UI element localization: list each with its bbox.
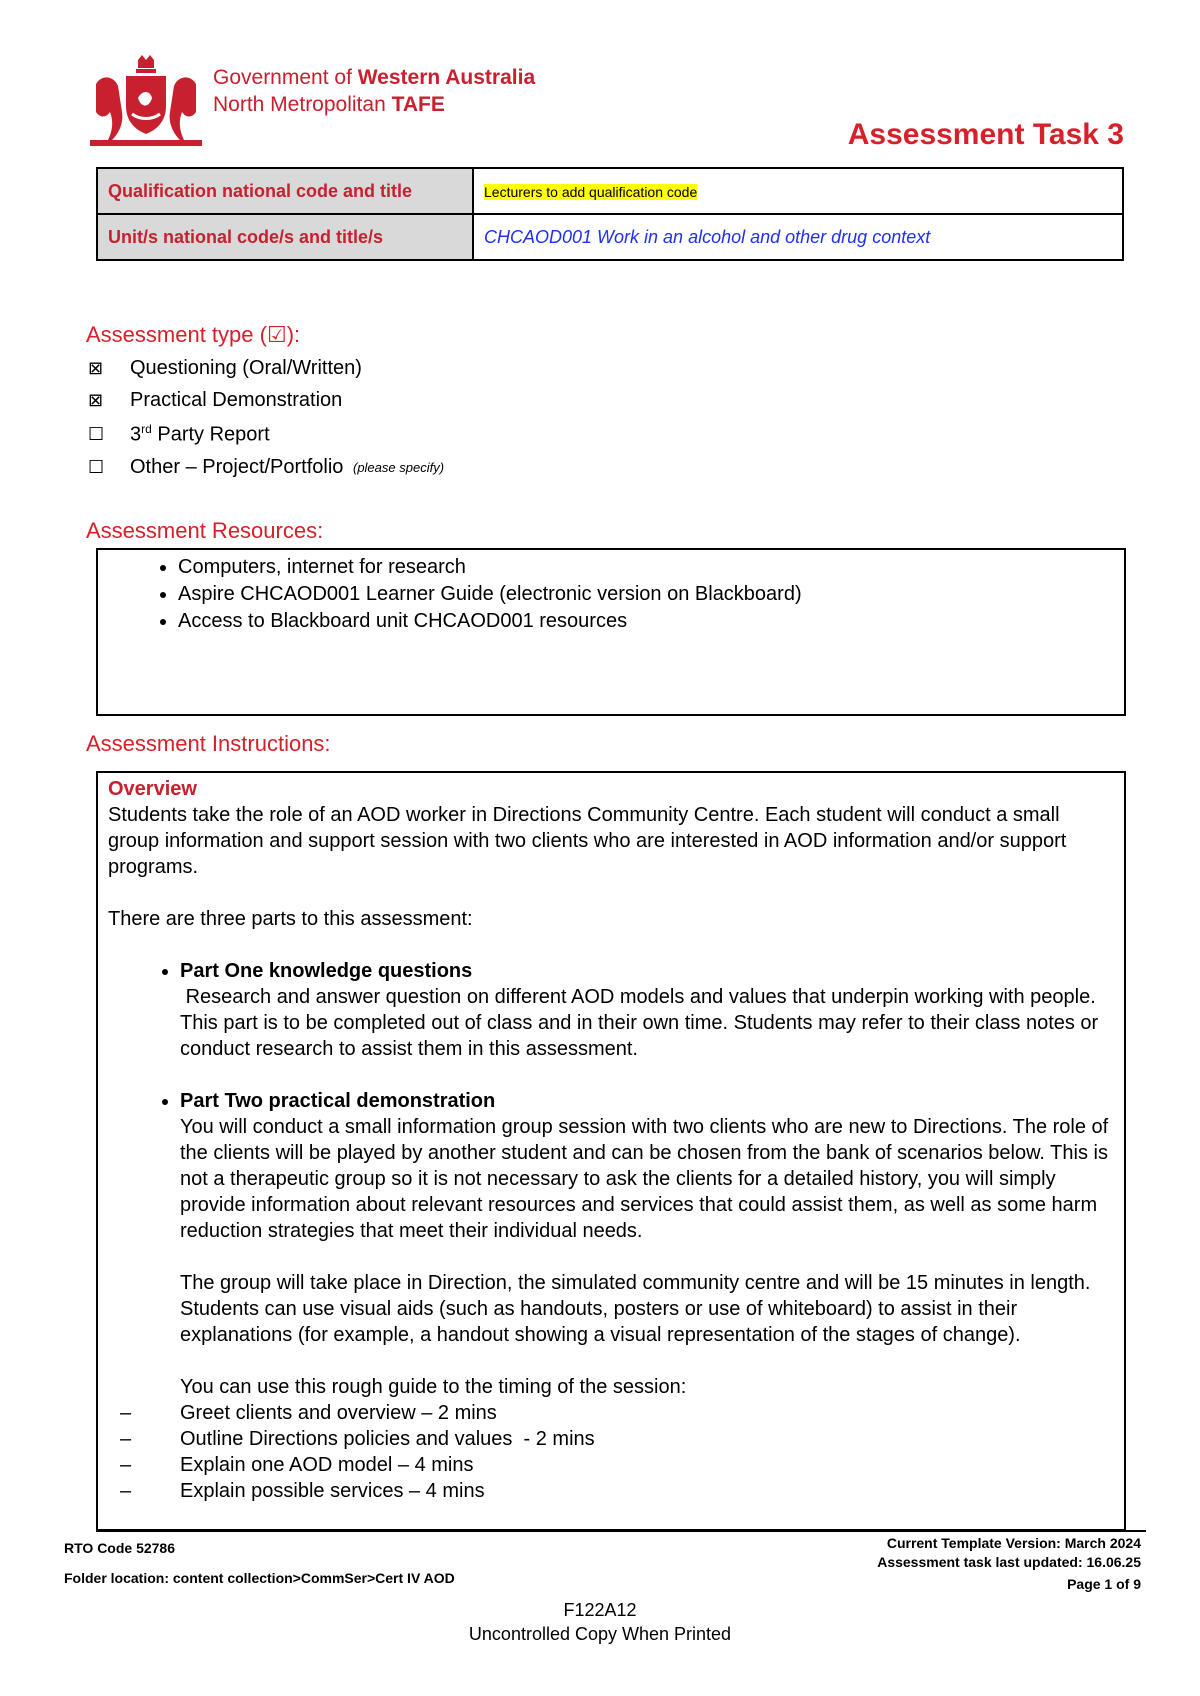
assessment-type-label: Other – Project/Portfolio xyxy=(130,456,349,478)
footer-divider xyxy=(96,1530,1146,1532)
qualification-label: Qualification national code and title xyxy=(97,168,473,214)
list-item: – Explain one AOD model – 4 mins xyxy=(120,1454,474,1476)
part-two-text: You can use this rough guide to the timing of the session: xyxy=(180,1376,687,1398)
checked-box-icon: ☑ xyxy=(266,322,287,347)
qualification-table xyxy=(96,167,1124,261)
part-two-text: The group will take place in Direction, the simulated community centre and will be 15 minutes in length. Students can use visual aids (such as handouts, posters or use of whiteboard) to assist in their explanations (for example, a handout showing a visual representation of the stages of change). xyxy=(180,1272,1091,1346)
overview-heading: Overview xyxy=(108,778,197,800)
table-row xyxy=(97,214,1123,260)
assessment-type-item xyxy=(88,422,270,447)
assessment-type-label: 3rd Party Report xyxy=(130,422,270,446)
assessment-type-note: (please specify) xyxy=(352,460,445,475)
resources-heading: Assessment Resources: xyxy=(86,518,324,543)
list-item: • Computers, internet for research xyxy=(178,554,1124,581)
assessment-type-item xyxy=(88,389,342,412)
footer-center xyxy=(0,1598,1200,1646)
last-updated: Assessment task last updated: 16.06.25 xyxy=(877,1554,1141,1570)
assessment-type-label: Practical Demonstration xyxy=(130,389,343,411)
instructions-heading: Assessment Instructions: xyxy=(86,731,331,756)
resources-box xyxy=(96,548,1126,716)
parts-list xyxy=(108,958,1112,1400)
assessment-type-item xyxy=(88,357,362,380)
overview-text: Students take the role of an AOD worker in Directions Community Centre. Each student will conduct a small group information and support session with two clients who are interested in AOD information and/or support programs. xyxy=(108,804,1067,878)
timing-list xyxy=(108,1400,1112,1504)
list-item: • Aspire CHCAOD001 Learner Guide (electronic version on Blackboard) xyxy=(178,581,1124,608)
template-version: Current Template Version: March 2024 xyxy=(886,1535,1141,1551)
checkbox-unchecked-icon[interactable]: ☐ xyxy=(88,423,105,444)
list-item: – Greet clients and overview – 2 mins xyxy=(120,1402,497,1424)
wa-crest-icon xyxy=(86,54,206,150)
parts-intro: There are three parts to this assessment: xyxy=(108,908,473,930)
checkbox-checked-icon[interactable]: ⊠ xyxy=(88,358,104,378)
footer-meta xyxy=(877,1534,1141,1594)
folder-location: Folder location: content collection>CommSer>Cert IV AOD xyxy=(64,1570,455,1586)
part-one-title: • Part One knowledge questions xyxy=(180,960,473,982)
unit-label: Unit/s national code/s and title/s xyxy=(97,214,473,260)
part-one-text: Research and answer question on different AOD models and values that underpin working with people. This part is to be completed out of class and in their own time. Students may refer to their class notes or conduct research to assist them in this assessment. xyxy=(180,986,1104,1060)
part-two-title: • Part Two practical demonstration xyxy=(180,1090,496,1112)
unit-value: CHCAOD001 Work in an alcohol and other drug context xyxy=(484,226,931,247)
org-name: Government of Western Australia xyxy=(213,66,536,89)
uncontrolled-notice: Uncontrolled Copy When Printed xyxy=(468,1624,732,1644)
qualification-value-cell xyxy=(473,168,1123,214)
instructions-box xyxy=(96,771,1126,1531)
list-item xyxy=(180,958,1112,1062)
assessment-type-label: Questioning (Oral/Written) xyxy=(130,357,362,379)
list-item: – Explain possible services – 4 mins xyxy=(120,1480,485,1502)
assessment-type-item xyxy=(88,456,444,479)
unit-value-cell xyxy=(473,214,1123,260)
assessment-type-heading: Assessment type (☑): xyxy=(86,322,301,347)
list-item: – Outline Directions policies and values - 2 mins xyxy=(120,1428,595,1450)
page-number: Page 1 of 9 xyxy=(1067,1576,1141,1592)
list-item xyxy=(180,1088,1112,1400)
checkbox-checked-icon[interactable]: ⊠ xyxy=(88,390,104,410)
table-row xyxy=(97,168,1123,214)
rto-code: RTO Code 52786 xyxy=(64,1540,176,1556)
form-code: F122A12 xyxy=(563,1600,637,1620)
qualification-value: Lecturers to add qualification code xyxy=(484,183,698,200)
resources-list xyxy=(98,554,1124,635)
part-two-text: You will conduct a small information group session with two clients who are new to Directions. The role of the clients will be played by another student and can be chosen from the bank of scenarios below. This is not a therapeutic group so it is not necessary to ask the clients for a detailed history, you will simply provide information about relevant resources and services that could assist them, as well as some harm reduction strategies that meet their individual needs. xyxy=(180,1116,1109,1242)
list-item: • Access to Blackboard unit CHCAOD001 resources xyxy=(178,608,1124,635)
checkbox-unchecked-icon[interactable]: ☐ xyxy=(88,457,105,477)
org-division: North Metropolitan TAFE xyxy=(213,93,445,116)
page-title: Assessment Task 3 xyxy=(847,118,1124,151)
